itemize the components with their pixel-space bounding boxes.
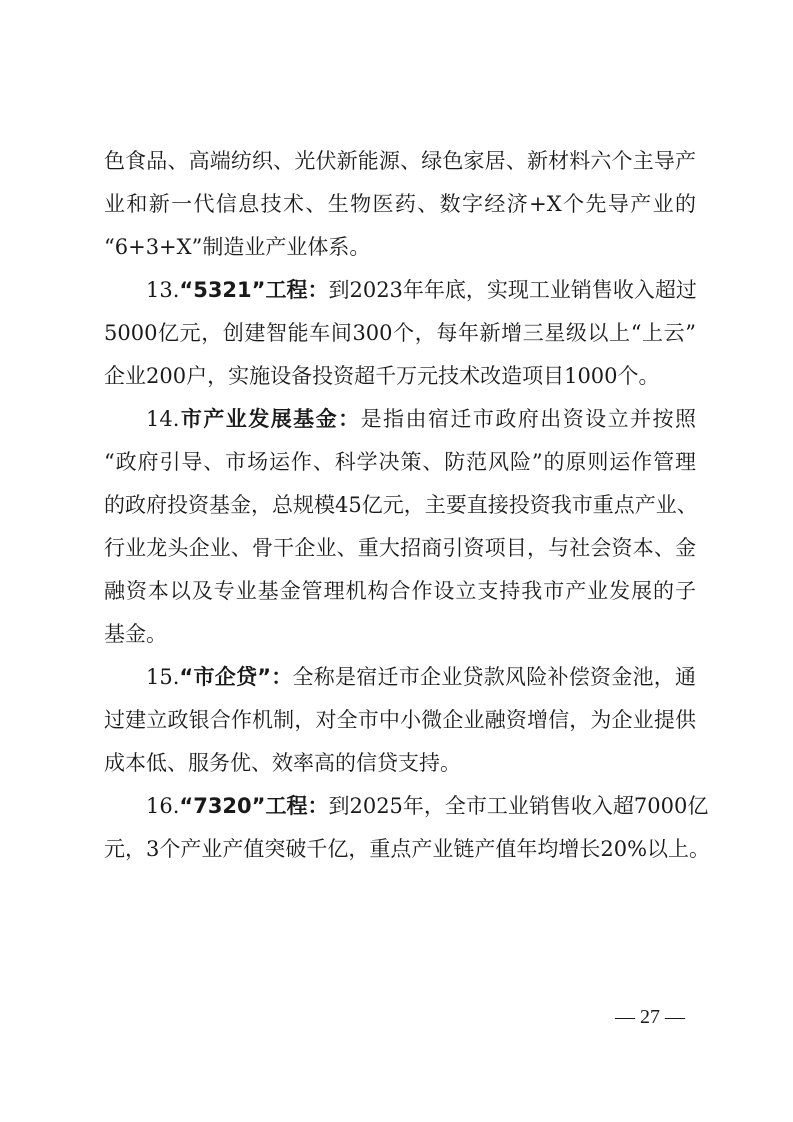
term-heading: “5321”工程：	[179, 278, 329, 302]
text-line: 基金。	[104, 622, 167, 646]
text-line: 色食品、高端纺织、光伏新能源、绿色家居、新材料六个主导产	[104, 149, 696, 173]
definition-text: 到2025年，全市工业销售收入超7000亿	[328, 794, 709, 818]
text-line	[104, 656, 696, 699]
paragraph-item-14	[104, 398, 696, 656]
definition-text: 是指由宿迁市政府出资设立并按照	[360, 407, 697, 431]
paragraph-item-13	[104, 269, 696, 398]
document-body	[104, 140, 711, 871]
term-heading: “7320”工程：	[179, 794, 329, 818]
text-line: 过建立政银合作机制，对全市中小微企业融资增信，为企业提供	[104, 708, 696, 732]
text-line: 业和新一代信息技术、生物医药、数字经济+X个先导产业的	[104, 192, 696, 216]
item-number: 13.	[146, 278, 180, 302]
paragraph-item-16	[104, 785, 711, 871]
text-line: 成本低、服务优、效率高的信贷支持。	[104, 751, 461, 775]
term-heading: 市产业发展基金：	[179, 407, 361, 431]
text-line	[104, 398, 696, 441]
text-line: 行业龙头企业、骨干企业、重大招商引资项目，与社会资本、金	[104, 536, 696, 560]
text-line	[104, 269, 696, 312]
text-line	[104, 785, 709, 828]
term-heading: “市企贷”：	[179, 665, 293, 689]
text-line: 融资本以及专业基金管理机构合作设立支持我市产业发展的子	[104, 579, 696, 603]
paragraph-item-15	[104, 656, 696, 785]
paragraph	[104, 140, 696, 269]
text-line: “政府引导、市场运作、科学决策、防范风险”的原则运作管理	[104, 450, 696, 474]
text-line: “6+3+X”制造业产业体系。	[104, 235, 371, 259]
definition-text: 到2023年年底，实现工业销售收入超过	[328, 278, 697, 302]
page-number: — 27 —	[615, 1006, 685, 1028]
text-line: 5000亿元，创建智能车间300个，每年新增三星级以上“上云”	[104, 321, 696, 345]
text-line: 企业200户，实施设备投资超千万元技术改造项目1000个。	[104, 364, 660, 388]
item-number: 16.	[146, 794, 180, 818]
item-number: 14.	[146, 407, 180, 431]
text-line: 元，3个产业产值突破千亿，重点产业链产值年均增长20%以上。	[104, 837, 711, 861]
definition-text: 全称是宿迁市企业贷款风险补偿资金池，通	[292, 665, 697, 689]
text-line: 的政府投资基金，总规模45亿元，主要直接投资我市重点产业、	[104, 493, 698, 517]
item-number: 15.	[146, 665, 180, 689]
